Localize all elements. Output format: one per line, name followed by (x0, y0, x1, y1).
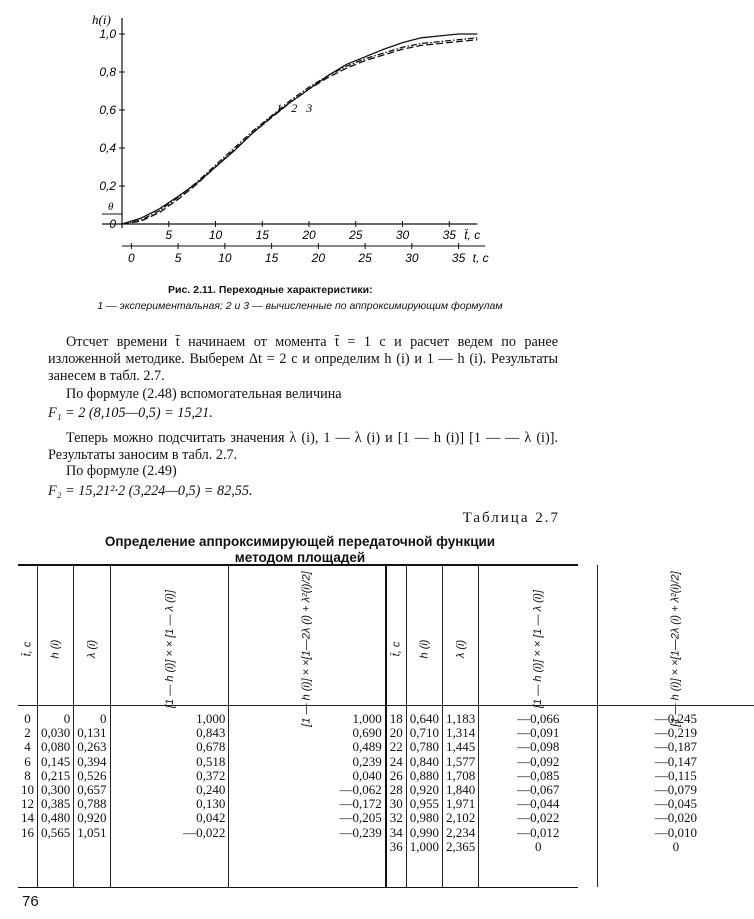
table-cell: —0,091 (517, 725, 560, 741)
table-cell: 0,678 (196, 739, 226, 755)
table-header-label: h (i) (418, 639, 431, 659)
table-cell: 2,365 (446, 838, 476, 854)
x-tick-label-top: 25 (349, 228, 363, 242)
table-title-line2: методом площадей (234, 550, 366, 565)
table-cell: 0,239 (352, 753, 382, 769)
table-header-label: [1 — h (i)] × × [1 — λ (i)] (163, 590, 176, 708)
table-header-cell (18, 565, 38, 706)
table-cell: 0,780 (409, 739, 440, 755)
table-cell: 0,990 (409, 824, 440, 840)
table-cell: —0,219 (654, 725, 698, 741)
formula-f2: F₂ = 15,21²·2 (3,224—0,5) = 82,55. (48, 483, 253, 499)
table-cell: —0,205 (339, 810, 382, 826)
table-cell: 0,980 (409, 810, 440, 826)
table-cell: 0,263 (77, 739, 107, 755)
table-cell: 1,445 (446, 739, 476, 755)
paragraph-4: По формуле (2.49) (66, 463, 177, 479)
table-cell: 0,300 (41, 781, 71, 797)
paragraph-2: По формуле (2.48) вспомогательная величина (66, 386, 342, 402)
table-cell: 0,131 (77, 725, 107, 741)
curve-2 (122, 38, 477, 224)
table-header-label: λ (i) (454, 639, 467, 659)
table-cell: 26 (389, 767, 403, 783)
table-cell: —0,067 (517, 781, 560, 797)
x-tick-label-bottom: 35 (451, 251, 466, 265)
table-cell: —0,010 (654, 824, 698, 840)
table-header-label: t̄, c (21, 641, 34, 657)
curve-label-2: 2 (291, 101, 298, 115)
table-cell: 14 (21, 810, 34, 826)
table-cell: 1,577 (446, 753, 476, 769)
table-column (18, 706, 38, 888)
x-tick-label-top: 5 (165, 228, 173, 242)
table-column (386, 706, 407, 888)
table-header-label: [1 — h (i)] × ×[1—2λ (i) + λ²(i)/2] (301, 571, 314, 727)
x-tick-label-bottom: 15 (264, 251, 279, 265)
table-cell: 6 (24, 753, 31, 769)
table-cell: 1,840 (446, 781, 476, 797)
table-cell: 0 (534, 838, 542, 854)
table-cell: 0,920 (77, 810, 107, 826)
table-cell: 12 (21, 796, 34, 812)
x-axis-label-bottom: t, c (472, 251, 489, 265)
x-tick-label-bottom: 10 (218, 251, 232, 265)
table-cell: —0,115 (655, 767, 697, 783)
table-cell: 0 (63, 711, 71, 726)
table-cell: 32 (389, 810, 403, 826)
table-cell: —0,172 (339, 796, 382, 812)
table-cell: 1,183 (446, 711, 476, 726)
figure-caption-title: Рис. 2.11. Переходные характеристики: (168, 284, 373, 296)
table-cell: 0,215 (41, 767, 71, 783)
table-cell: —0,187 (654, 739, 698, 755)
x-tick-label-bottom: 0 (128, 251, 135, 265)
table-cell: 0,640 (409, 711, 440, 726)
x-axis-label-top: t̄, c (464, 228, 481, 242)
table-cell: —0,012 (517, 824, 560, 840)
table-header-cell (443, 565, 479, 706)
table-cell: 0,840 (409, 753, 440, 769)
table-cell: 18 (389, 711, 403, 726)
table-cell: —0,062 (339, 781, 382, 797)
x-tick-label-bottom: 30 (405, 251, 419, 265)
table-header-label: t̄, c (390, 641, 403, 657)
curve-1 (122, 34, 477, 224)
formula-f1: F₁ = 2 (8,105—0,5) = 15,21. (48, 405, 213, 421)
x-tick-label-top: 10 (208, 228, 223, 242)
table-bottom-rule (18, 887, 578, 888)
table-cell: —0,098 (517, 739, 560, 755)
table-cell: 20 (389, 725, 403, 741)
table-cell: 1,000 (352, 711, 382, 726)
table-cell: 8 (24, 767, 31, 783)
table-cell: 0,130 (196, 796, 226, 812)
table-cell: 22 (389, 739, 403, 755)
table-cell: 1,000 (409, 838, 440, 854)
table-cell: —0,045 (654, 796, 698, 812)
table-header-label: [1 — h (i)] × × [1 — λ (i)] (532, 590, 545, 708)
table-column (74, 706, 110, 888)
table-cell: 0,030 (41, 725, 71, 741)
x-tick-label-bottom: 5 (174, 251, 182, 265)
y-tick-label: 1,0 (99, 27, 116, 41)
table-cell: 0,145 (41, 753, 71, 769)
table-header-label: h (i) (49, 639, 62, 659)
table-column (229, 706, 386, 888)
table-cell: 28 (389, 781, 403, 797)
y-axis-label: h(i) (92, 12, 111, 27)
table-title-line1: Определение аппроксимирующей передаточной функции (104, 534, 496, 549)
table-column (110, 706, 229, 888)
table-header-label: [1 — h (i)] × ×[1—2λ (i) + λ²(i)/2] (669, 571, 682, 727)
table-cell: 0 (100, 711, 107, 726)
table-header-cell (110, 565, 229, 706)
table-cell: 0,843 (196, 725, 226, 741)
table-cell: 1,314 (446, 725, 476, 741)
table-cell: 16 (21, 824, 34, 840)
table-cell: 0,657 (77, 781, 107, 797)
curve-label-1: 1 (276, 101, 283, 115)
table-title (0, 534, 600, 566)
table-cell: 0,920 (409, 781, 440, 797)
paragraph-1: Отсчет времени t̄ начинаем от момента t̄ = 1 с и расчет ведем по ранее изложенной методике. Выберем Δt = 2 с и определим h (i) и 1 — h (i). Результаты занесем в табл. 2.7. (48, 334, 558, 384)
table-cell: 0,042 (196, 810, 226, 826)
y-tick-label: 0,8 (99, 65, 116, 79)
table-cell: —0,022 (517, 810, 560, 826)
table-header-cell (406, 565, 442, 706)
curve-label-3: 3 (306, 101, 313, 115)
table-header-cell (479, 565, 598, 706)
table-cell: 0,955 (409, 796, 440, 812)
table-cell: —0,085 (517, 767, 560, 783)
table-cell: —0,066 (517, 711, 560, 726)
table-header-cell (386, 565, 407, 706)
table-header-label: λ (i) (85, 639, 98, 659)
table-column (479, 706, 598, 888)
table-cell: 0,480 (41, 810, 71, 826)
table-cell: 0,565 (41, 824, 71, 840)
table-column (598, 706, 754, 888)
table-cell: 10 (21, 781, 34, 797)
table-cell: 0 (672, 838, 680, 854)
table-cell: 0,394 (77, 753, 107, 769)
table-column (38, 706, 74, 888)
x-tick-label-bottom: 20 (311, 251, 326, 265)
table-cell: 0,489 (352, 739, 382, 755)
transient-response-chart (0, 0, 600, 290)
table-cell: 2,234 (446, 824, 476, 840)
table-cell: 34 (389, 824, 403, 840)
table-cell: 0,690 (352, 725, 382, 741)
table-cell: 0,080 (41, 739, 71, 755)
table-cell: 1,000 (196, 711, 226, 726)
table-column (406, 706, 442, 888)
table-column (443, 706, 479, 888)
y-tick-label: 0 (109, 217, 116, 231)
table-cell: 1,708 (446, 767, 476, 783)
table-cell: 30 (389, 796, 403, 812)
table-cell: 36 (389, 838, 403, 854)
table-header-cell (38, 565, 74, 706)
table-cell: —0,022 (183, 824, 226, 840)
table-cell: —0,239 (339, 824, 382, 840)
x-tick-label-top: 20 (302, 228, 316, 242)
curve-3 (122, 40, 477, 224)
table-cell: —0,044 (517, 796, 560, 812)
table-cell: —0,079 (654, 781, 698, 797)
delta-label: θ (108, 201, 114, 213)
table-cell: —0,147 (654, 753, 698, 769)
table-label: Таблица 2.7 (462, 510, 560, 526)
table-cell: —0,245 (654, 711, 698, 726)
data-table (18, 565, 698, 887)
table-cell: —0,020 (654, 810, 698, 826)
table-cell: —0,092 (517, 753, 560, 769)
x-tick-label-top: 15 (255, 228, 269, 242)
paragraph-3: Теперь можно подсчитать значения λ (i), 1 — λ (i) и [1 — h (i)] [1 — — λ (i)]. Результаты заносим в табл. 2.7. (48, 430, 558, 463)
table-cell: 1,971 (446, 796, 476, 812)
table-cell: 2 (24, 725, 31, 741)
table-cell: 0,040 (352, 767, 382, 783)
table-cell: 0,788 (77, 796, 107, 812)
table-cell: 1,051 (77, 824, 107, 840)
table-cell: 0 (24, 711, 31, 726)
table-cell: 0,518 (196, 753, 226, 769)
figure-caption-text: 1 — экспериментальная; 2 и 3 — вычисленные по аппроксимирующим формулам (97, 300, 503, 312)
table-cell: 4 (24, 739, 31, 755)
y-tick-label: 0,6 (99, 103, 116, 117)
table-header-cell (74, 565, 110, 706)
x-tick-label-bottom: 25 (358, 251, 372, 265)
table-cell: 0,385 (41, 796, 71, 812)
table-cell: 2,102 (446, 810, 476, 826)
table-cell: 0,880 (409, 767, 440, 783)
table-cell: 0,710 (409, 725, 440, 741)
table-cell: 24 (389, 753, 403, 769)
x-tick-label-top: 35 (442, 228, 456, 242)
y-tick-label: 0,4 (99, 141, 116, 155)
y-tick-label: 0,2 (99, 179, 116, 193)
x-tick-label-top: 30 (395, 228, 410, 242)
table-cell: 0,240 (196, 781, 226, 797)
table-cell: 0,372 (196, 767, 226, 783)
page-number: 76 (22, 893, 39, 910)
table-cell: 0,526 (77, 767, 107, 783)
